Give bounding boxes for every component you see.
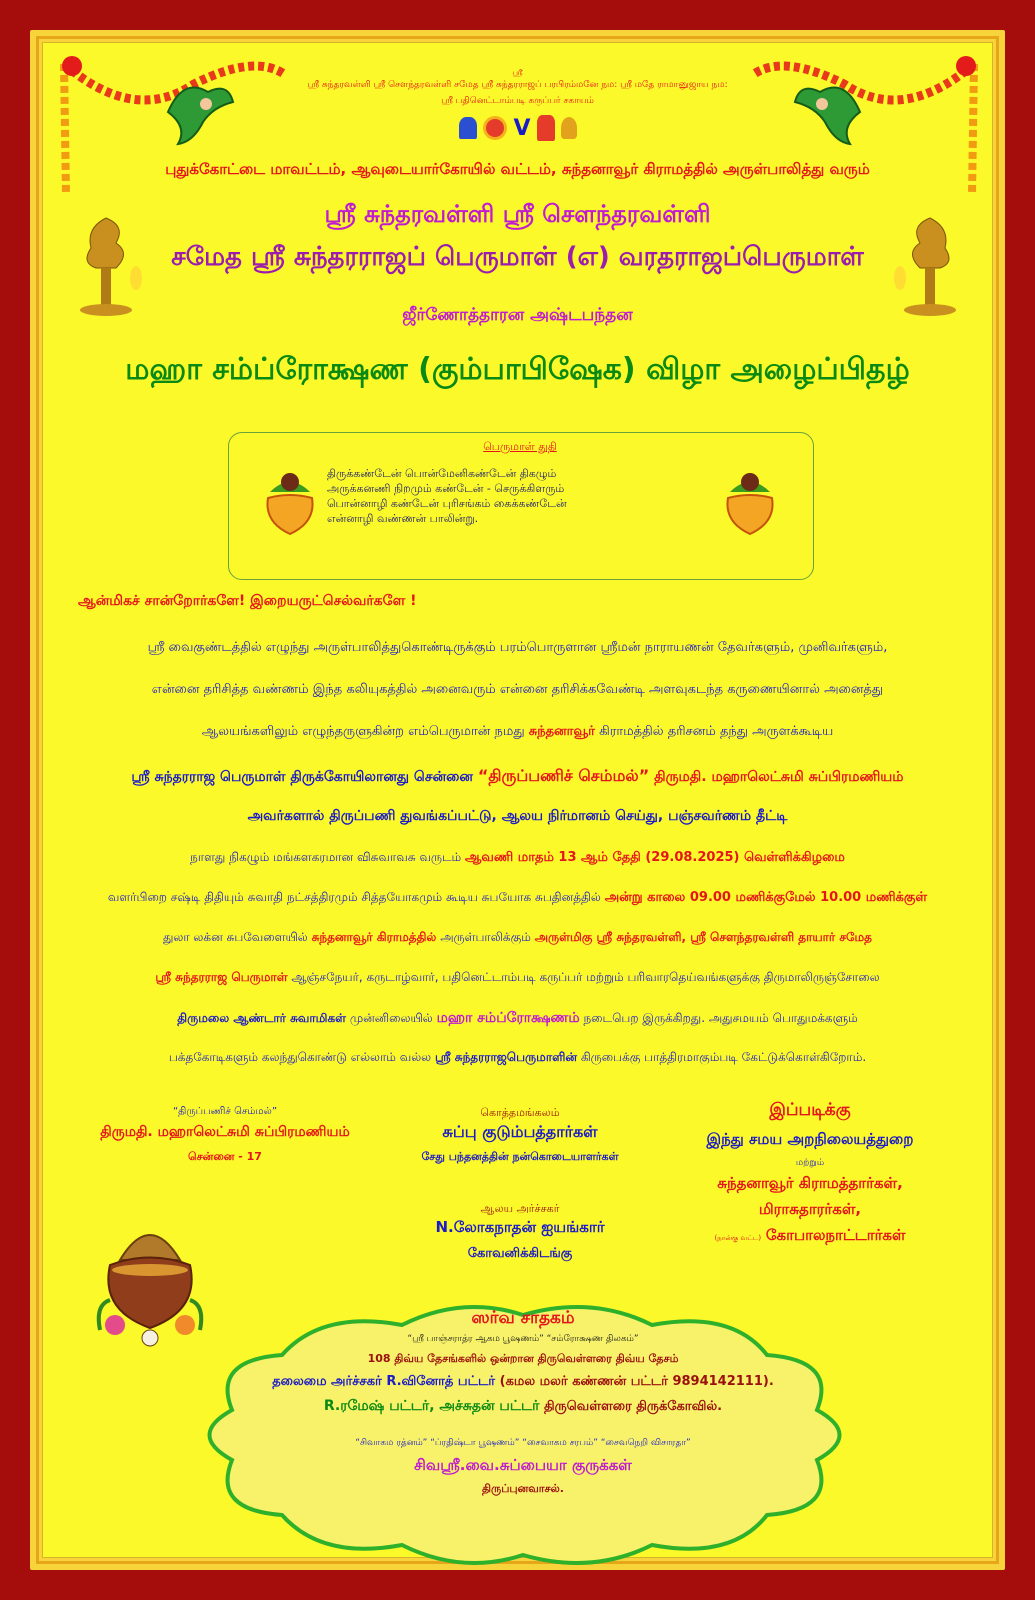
deity-name: ஸ்ரீ சுந்தரராஜ பெருமாள் xyxy=(155,970,288,984)
body-line-3 xyxy=(60,724,975,740)
chief-priest-contact: (கமல மலர் கண்ணன் பட்டர் 9894142111). xyxy=(499,1374,774,1389)
mid-sub: சேது பந்தனத்தின் நன்கொடையாளர்கள் xyxy=(421,1150,619,1163)
left-place: சென்னை - 17 xyxy=(188,1150,262,1163)
sarva-place: திருப்புனவாசல். xyxy=(482,1482,564,1495)
hymn-line: திருக்கண்டேன் பொன்மேனிகண்டேன் திகழும் xyxy=(327,467,557,480)
district-line: புதுக்கோட்டை மாவட்டம், ஆவுடையார்கோயில் வட்டம், சுந்தனாவூர் கிராமத்தில் அருள்பாலித்து வரும் xyxy=(165,160,870,178)
hymn-text xyxy=(327,466,567,526)
body-text: முன்னிலையில் xyxy=(349,1011,433,1025)
right-dept: இந்து சமய அறநிலையத்துறை xyxy=(706,1130,914,1148)
sarva-titles-2: “சிவாகம ரத்னம்” “ப்ரதிஷ்டா பூஷணம்” “சைவாகம சரபம்” “சைவநெறி விசாரதா” xyxy=(355,1438,691,1448)
left-honorific: “திருப்பணிச் செம்மல்” xyxy=(172,1106,277,1117)
hymn-line: பொன்னாழி கண்டேன் புரிசங்கம் கைக்கண்டேன் xyxy=(327,497,567,510)
right-and: மற்றும் xyxy=(795,1158,825,1168)
body-line-7 xyxy=(60,890,975,906)
body-text: ஆலயங்களிலும் எழுந்தருளுகின்ற எம்பெருமான் நமது xyxy=(201,724,525,739)
chief-priest: தலைமை அர்ச்சகர் R.வினோத் பட்டர் xyxy=(272,1374,496,1389)
right-gopalanattar xyxy=(660,1226,960,1246)
kalasam-right-icon xyxy=(720,462,780,542)
subtitle: ஜீர்ணோத்தாரன அஷ்டபந்தன xyxy=(402,305,633,325)
body-line-1: ஸ்ரீ வைகுண்டத்தில் எழுந்து அருள்பாலித்துகொண்டிருக்கும் பரம்பொருளான ஸ்ரீமன் நாராயணன் தேவர்களும், முனிவர்களும், xyxy=(147,640,888,655)
hymn-line: என்னாழி வண்ணன் பாலின்று. xyxy=(327,512,479,525)
time-text: அன்று காலை 09.00 மணிக்குமேல் 10.00 மணிக்குள் xyxy=(604,890,928,905)
body-line-9 xyxy=(60,970,975,986)
hanuman-icon xyxy=(561,117,577,139)
namam-icon: V xyxy=(513,115,531,141)
body-text: கிருபைக்கு பாத்திரமாகும்படி கேட்டுக்கொள்கிறோம். xyxy=(580,1050,867,1064)
body-line-5: அவர்களால் திருப்பணி துவங்கப்பட்டு, ஆலய நிர்மானம் செய்து, பஞ்சவர்ணம் தீட்டி xyxy=(247,808,788,824)
right-head: இப்படிக்கு xyxy=(769,1100,851,1120)
title-line-1: ஸ்ரீ சுந்தரவள்ளி ஸ்ரீ சௌந்தரவள்ளி xyxy=(324,200,711,228)
body-text: நாளது நிகழும் மங்களகரமான விசுவாவசு வருடம் xyxy=(190,850,462,864)
right-villagers: சுந்தனாவூர் கிராமத்தார்கள், xyxy=(717,1174,903,1192)
right-gopalanattar-name: கோபாலநாட்டார்கள் xyxy=(765,1226,906,1244)
deity-text: அருள்மிகு ஸ்ரீ சுந்தரவள்ளி, ஸ்ரீ சௌந்தரவள்ளி தாயார் சமேத xyxy=(534,930,872,944)
chakra-icon xyxy=(483,116,507,140)
left-name: திருமதி. மஹாலெட்சுமி சுப்பிரமணியம் xyxy=(100,1124,350,1140)
mid-place: கொத்தமங்கலம் xyxy=(480,1106,560,1119)
priests-names: R.ரமேஷ் பட்டர், அச்சுதன் பட்டர் xyxy=(323,1398,540,1414)
main-title: மஹா சம்ப்ரோக்ஷண (கும்பாபிஷேக) விழா அழைப்பிதழ் xyxy=(125,352,910,387)
donor-name: திருமதி. மஹாலெட்சுமி சுப்பிரமணியம் xyxy=(654,769,904,785)
body-line-11 xyxy=(60,1050,975,1066)
sarva-line-4 xyxy=(172,1398,874,1416)
body-line-2: என்னை தரிசித்த வண்ணம் இந்த கலியுகத்தில் அனைவரும் என்னை தரிசிக்கவேண்டி அளவுகடந்த கருணையினால் அனைத்து xyxy=(151,682,884,697)
event-name: மஹா சம்ப்ரோக்ஷணம் xyxy=(436,1010,580,1026)
body-text: துலா லக்ன சுபவேளையில் xyxy=(162,930,308,944)
mid-name: சுப்பு குடும்பத்தார்கள் xyxy=(442,1122,598,1141)
body-line-6 xyxy=(60,850,975,866)
hymn-line: அருக்கனணி நிறமும் கண்டேன் - செருக்கிளரும் xyxy=(327,482,565,495)
emblem-group xyxy=(443,112,593,144)
top-small-line-3: ஸ்ரீ பதினெட்டாம்படி கருப்பர் சகாயம் xyxy=(441,96,594,106)
village-name: சுந்தனாவூர் xyxy=(528,724,595,739)
lamp-icon xyxy=(537,115,555,141)
sarva-name: சிவஸ்ரீ.வை.சுப்பையா குருக்கள் xyxy=(414,1456,632,1474)
body-text: அருள்பாலிக்கும் xyxy=(440,930,531,944)
body-text: பக்தகோடிகளும் கலந்துகொண்டு எல்லாம் வல்ல xyxy=(168,1050,432,1064)
body-text: ஆஞ்சநேயர், கருடாழ்வார், பதினெட்டாம்படி கருப்பர் மற்றும் பரிவாரதெய்வங்களுக்கு திருமாலிருஞ்சோலை xyxy=(291,970,880,984)
priest-name: N.லோகநாதன் ஐயங்கார் xyxy=(435,1218,605,1236)
body-text: கிராமத்தில் தரிசனம் தந்து அருளக்கூடிய xyxy=(599,724,834,739)
deity-name-2: ஸ்ரீ சுந்தரராஜபெருமாளின் xyxy=(434,1050,577,1064)
title-honorific: “திருப்பணிச் செம்மல்” xyxy=(477,766,650,785)
priest-place: கோவனிக்கிடங்கு xyxy=(467,1246,573,1261)
sarva-line-3 xyxy=(172,1374,874,1390)
body-text: வளர்பிறை சஷ்டி திதியும் சுவாதி நட்சத்திரமும் சித்தயோகமும் கூடிய சுபயோக சுபதினத்தில் xyxy=(107,890,601,904)
temple-name: திருவெள்ளரை திருக்கோவில். xyxy=(543,1399,723,1414)
top-small-line-2: ஸ்ரீ சுந்தரவள்ளி ஸ்ரீ சௌந்தரவள்ளி சமேத ஸ்ரீ சுந்தரராஜப் பரபிரம்மனே நம: ஸ்ரீ மதே ராமானுஜாய நம: xyxy=(307,80,728,90)
sarva-heading: ஸர்வ சாதகம் xyxy=(471,1308,575,1328)
body-text: ஸ்ரீ சுந்தரராஜ பெருமாள் திருக்கோயிலானது சென்னை xyxy=(131,769,473,785)
body-line-4 xyxy=(60,766,975,787)
conch-icon xyxy=(459,117,477,139)
right-small-note: (நான்கு வட்ட) xyxy=(714,1234,762,1242)
date-text: ஆவணி மாதம் 13 ஆம் தேதி (29.08.2025) வெள்ளிக்கிழமை xyxy=(464,850,845,865)
right-mirasdars: மிராசுதாரர்கள், xyxy=(758,1200,862,1218)
hymn-heading: பெருமாள் துதி xyxy=(483,440,557,453)
kalasam-left-icon xyxy=(260,462,320,542)
sarva-line-2: 108 திவ்ய தேசங்களில் ஒன்றான திருவெள்ளரை திவ்ய தேசம் xyxy=(367,1352,679,1365)
sarva-titles-1: “ஸ்ரீ பாஞ்சராத்ர ஆகம பூஷணம்” “சம்ரோக்ஷண திலகம்” xyxy=(407,1334,639,1344)
swami-name: திருமலை ஆண்டார் சுவாமிகள் xyxy=(177,1011,346,1025)
body-text: நடைபெற இருக்கிறது. அதுசமயம் பொதுமக்களும் xyxy=(583,1011,858,1025)
greeting: ஆன்மிகச் சான்றோர்களே! இறையருட்செல்வர்களே ! xyxy=(78,593,417,609)
village-text: சுந்தனாவூர் கிராமத்தில் xyxy=(311,930,437,944)
priest-title: ஆலய அர்ச்சகர் xyxy=(480,1202,560,1215)
body-line-10 xyxy=(60,1010,975,1028)
top-small-line-1: ஸ்ரீ xyxy=(512,68,523,77)
body-line-8 xyxy=(60,930,975,946)
title-line-2: சமேத ஸ்ரீ சுந்தரராஜப் பெருமாள் (எ) வரதராஜப்பெருமாள் xyxy=(171,242,864,272)
